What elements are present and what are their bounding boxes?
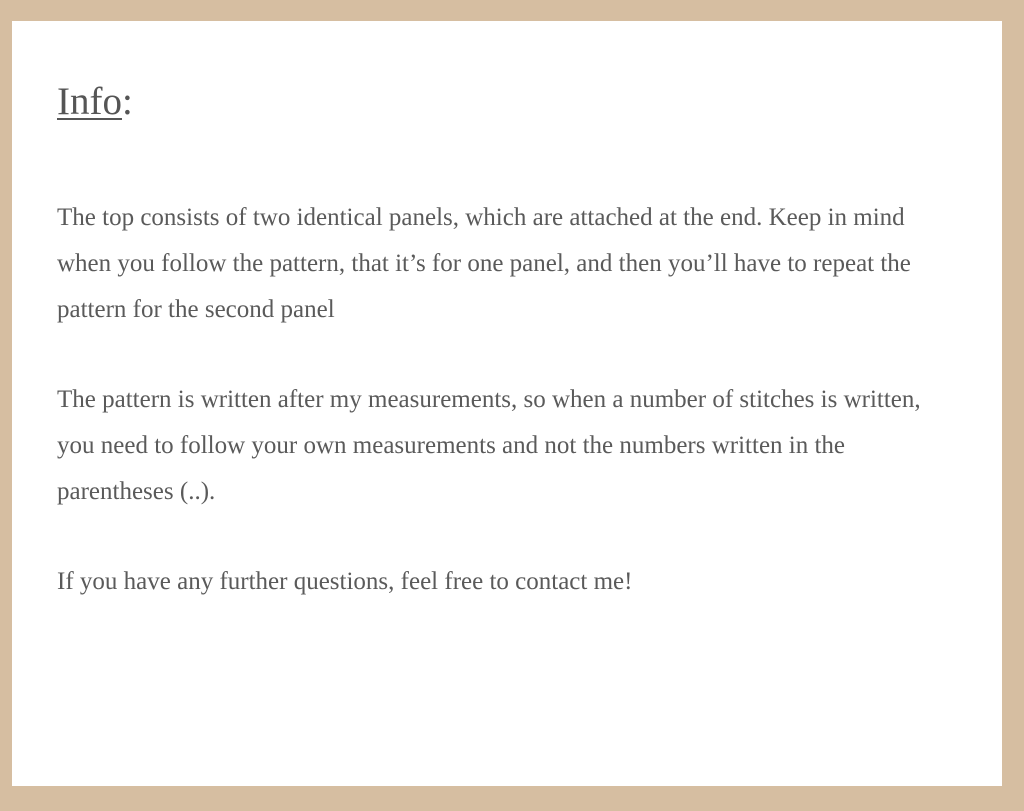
info-content xyxy=(57,195,927,649)
paragraph-contact: If you have any further questions, feel free to contact me! xyxy=(57,568,633,595)
info-heading xyxy=(57,79,133,125)
info-card xyxy=(12,21,1002,786)
info-colon: : xyxy=(121,80,133,123)
info-link[interactable]: Info xyxy=(57,80,122,123)
paragraph-measurements: The pattern is written after my measurements, so when a number of stitches is written, you need to follow your own measurements and not the numbers written in the parentheses (..). xyxy=(57,386,921,505)
paragraph-panels: The top consists of two identical panels, which are attached at the end. Keep in mind when you follow the pattern, that it’s for one panel, and then you’ll have to repeat the pattern for the second panel xyxy=(57,204,911,323)
